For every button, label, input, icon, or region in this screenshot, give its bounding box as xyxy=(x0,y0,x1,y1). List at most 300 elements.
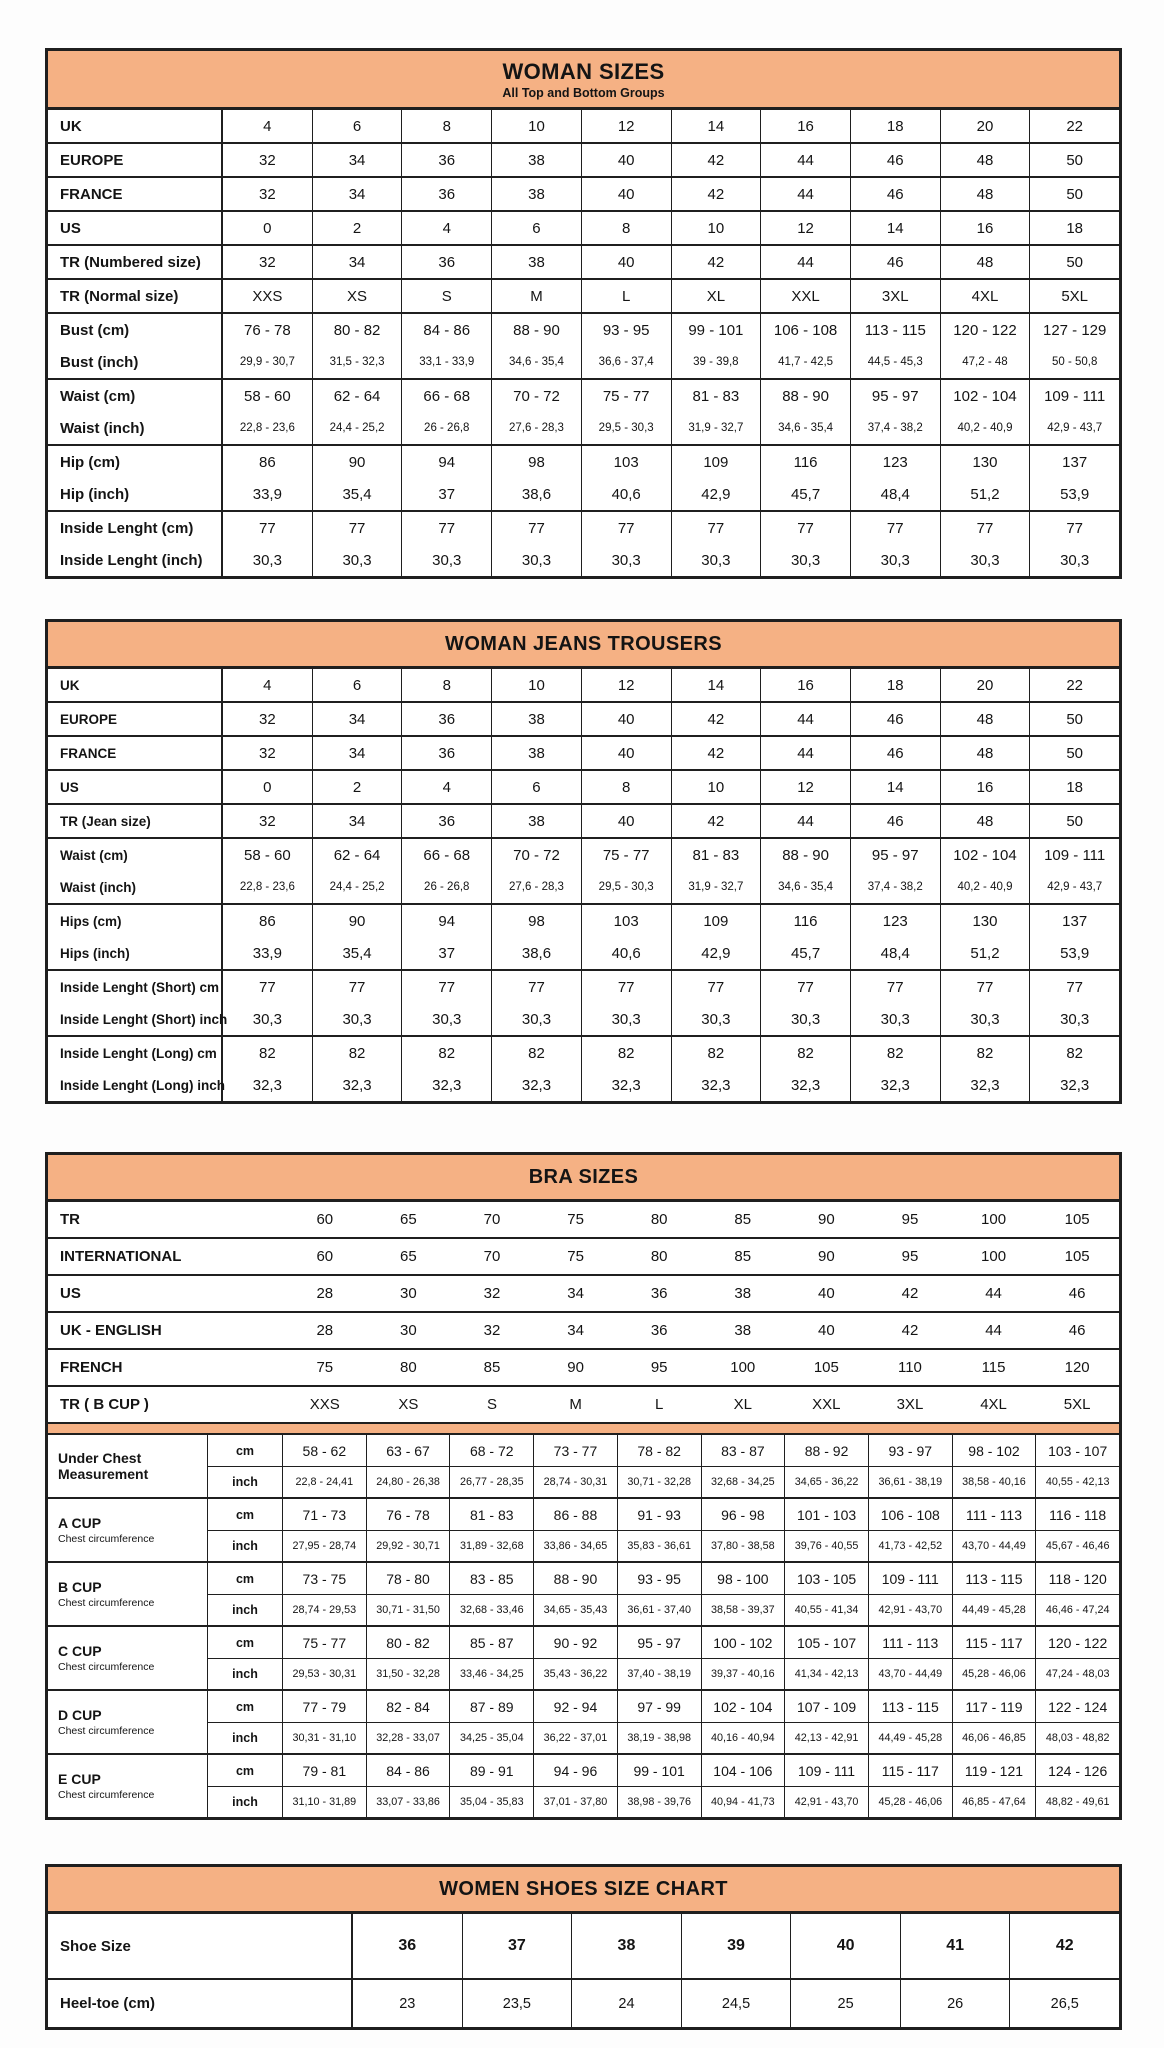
value-cell: 40,55 - 41,34 xyxy=(785,1595,869,1625)
value-cell: 77 xyxy=(402,971,492,1003)
cup-row xyxy=(208,1499,1119,1530)
value-cell: 24,4 - 25,2 xyxy=(313,871,403,903)
value-cell: 123 xyxy=(851,446,941,478)
value-cell: XL xyxy=(672,280,762,312)
value-cell: 22,8 - 23,6 xyxy=(223,871,313,903)
table-row xyxy=(48,1003,1119,1035)
value-cell: 36 xyxy=(650,1285,668,1302)
value-cell: 40 xyxy=(582,246,672,278)
value-cell: 48 xyxy=(941,144,1031,176)
value-cell: 44 xyxy=(761,178,851,210)
value-cell: 30,3 xyxy=(761,544,851,576)
cup-row xyxy=(208,1658,1119,1689)
value-cell: 109 - 111 xyxy=(869,1563,953,1594)
value-cell: 117 - 119 xyxy=(953,1691,1037,1722)
value-cell: 36,6 - 37,4 xyxy=(582,346,672,378)
value-cell: 30,71 - 32,28 xyxy=(618,1467,702,1497)
value-cell: 87 - 89 xyxy=(450,1691,534,1722)
value-cell: 90 xyxy=(567,1359,584,1376)
value-cell: 94 xyxy=(402,905,492,937)
value-cell: 14 xyxy=(672,110,762,142)
value-cell: 90 xyxy=(818,1248,835,1265)
value-cell: 84 - 86 xyxy=(402,314,492,346)
row-label: UK xyxy=(48,669,223,701)
table-row xyxy=(48,839,1119,871)
value-cell: 58 - 60 xyxy=(223,380,313,412)
value-cell: 30,3 xyxy=(1060,551,1090,569)
value-cell: 38 xyxy=(492,737,582,769)
value-cell: 40,55 - 42,13 xyxy=(1045,1476,1110,1488)
value-cell: 34,65 - 35,43 xyxy=(534,1595,618,1625)
value-cell: 32 xyxy=(223,144,313,176)
value-cell: 32,3 xyxy=(941,1069,1031,1101)
cup-label-main: A CUP xyxy=(58,1515,102,1532)
woman-jeans-trousers-table xyxy=(45,619,1122,1104)
value-cell: 32,3 xyxy=(582,1069,672,1101)
value-cell: 26,77 - 28,35 xyxy=(450,1467,534,1497)
row-group xyxy=(48,837,1119,903)
value-cell: 75 - 77 xyxy=(283,1627,367,1658)
bra-sizes-body xyxy=(48,1202,1119,1817)
value-cell: 82 - 84 xyxy=(367,1691,451,1722)
cup-group xyxy=(48,1435,1119,1497)
cup-label xyxy=(48,1627,208,1689)
value-cell: 28 xyxy=(316,1285,334,1302)
value-cell: 6 xyxy=(313,669,403,701)
value-cell: 98 - 102 xyxy=(953,1435,1037,1466)
value-cell: 63 - 67 xyxy=(367,1435,451,1466)
value-cell: 31,5 - 32,3 xyxy=(313,346,403,378)
cup-row xyxy=(208,1786,1119,1817)
value-cell: 24 xyxy=(572,1980,682,2027)
value-cell: 3XL xyxy=(851,280,941,312)
row-label: FRANCE xyxy=(48,178,223,210)
value-cell: 30,3 xyxy=(672,544,762,576)
value-cell: 40 xyxy=(791,1914,901,1978)
value-cell: 44 xyxy=(985,1285,1002,1302)
value-cell: 5XL xyxy=(1063,1396,1091,1413)
value-cell: 100 - 102 xyxy=(702,1627,786,1658)
value-cell: 93 - 97 xyxy=(869,1435,953,1466)
value-cell: 60 xyxy=(316,1248,334,1265)
table-row xyxy=(48,1276,1119,1311)
value-cell: XXL xyxy=(812,1396,841,1413)
value-cell: 116 xyxy=(761,446,851,478)
value-cell: 6 xyxy=(492,771,582,803)
unit-label: inch xyxy=(208,1595,283,1625)
row-group xyxy=(48,1914,1119,1978)
value-cell: 77 xyxy=(1066,978,1084,996)
value-cell: 10 xyxy=(492,110,582,142)
value-cell: 42,91 - 43,70 xyxy=(869,1595,953,1625)
value-cell: 40 xyxy=(582,144,672,176)
value-cell: 77 xyxy=(1066,519,1084,537)
cup-label-sub: Chest circumference xyxy=(58,1724,155,1737)
value-cell: 34,6 - 35,4 xyxy=(761,871,851,903)
value-cell: 32 xyxy=(223,737,313,769)
table-row xyxy=(48,1239,1119,1274)
value-cell: 34 xyxy=(313,246,403,278)
value-cell: 10 xyxy=(672,771,762,803)
value-cell: 16 xyxy=(761,669,851,701)
value-cell: 103 - 105 xyxy=(785,1563,869,1594)
table-row xyxy=(48,478,1119,510)
value-cell: 44,5 - 45,3 xyxy=(851,346,941,378)
value-cell: 48 xyxy=(941,703,1031,735)
value-cell: 44 xyxy=(761,144,851,176)
value-cell: 113 - 115 xyxy=(869,1691,953,1722)
value-cell: 50 xyxy=(1066,151,1084,169)
value-cell: 33,46 - 34,25 xyxy=(450,1659,534,1689)
row-label: Hip (cm) xyxy=(48,446,223,478)
value-cell: 40,94 - 41,73 xyxy=(702,1787,786,1817)
table-row xyxy=(48,771,1119,803)
value-cell: 30,3 xyxy=(492,1003,582,1035)
value-cell: 32 xyxy=(483,1322,501,1339)
value-cell: 50 xyxy=(1066,744,1084,762)
value-cell: 14 xyxy=(851,212,941,244)
value-cell: 82 xyxy=(402,1037,492,1069)
value-cell: 24,4 - 25,2 xyxy=(313,412,403,444)
value-cell: 12 xyxy=(761,212,851,244)
row-group xyxy=(48,244,1119,278)
women-shoes-body xyxy=(48,1914,1119,2027)
value-cell: 66 - 68 xyxy=(402,839,492,871)
value-cell: 82 xyxy=(313,1037,403,1069)
cup-group xyxy=(48,1561,1119,1625)
value-cell: 68 - 72 xyxy=(450,1435,534,1466)
value-cell: 33,86 - 34,65 xyxy=(534,1531,618,1561)
table-row xyxy=(48,1313,1119,1348)
value-cell: 16 xyxy=(941,771,1031,803)
value-cell: 0 xyxy=(223,212,313,244)
value-cell: 29,5 - 30,3 xyxy=(582,871,672,903)
value-cell: 44 xyxy=(761,246,851,278)
value-cell: 30,3 xyxy=(582,544,672,576)
value-cell: 105 xyxy=(1064,1211,1090,1228)
value-cell: 65 xyxy=(400,1211,417,1228)
table-row xyxy=(48,703,1119,735)
value-cell: 37 xyxy=(463,1914,573,1978)
value-cell: 77 xyxy=(402,512,492,544)
value-cell: 90 xyxy=(313,446,403,478)
value-cell: 42 xyxy=(1055,1937,1074,1954)
value-cell: 30,3 xyxy=(1060,1010,1090,1028)
value-cell: 77 xyxy=(761,971,851,1003)
row-label: TR xyxy=(60,1211,80,1228)
row-group xyxy=(48,1348,1119,1385)
value-cell: 28,74 - 29,53 xyxy=(283,1595,367,1625)
value-cell: 34 xyxy=(313,144,403,176)
table-row xyxy=(48,1069,1119,1101)
value-cell: 48,82 - 49,61 xyxy=(1045,1796,1110,1808)
woman-jeans-body xyxy=(48,669,1119,1101)
value-cell: 27,6 - 28,3 xyxy=(492,871,582,903)
value-cell: 45,28 - 46,06 xyxy=(869,1787,953,1817)
value-cell: 32,3 xyxy=(761,1069,851,1101)
value-cell: 82 xyxy=(492,1037,582,1069)
value-cell: 109 - 111 xyxy=(1044,846,1106,864)
table-row xyxy=(48,805,1119,837)
value-cell: 4 xyxy=(402,212,492,244)
value-cell: L xyxy=(655,1396,664,1413)
cup-label xyxy=(48,1563,208,1625)
value-cell: 48 xyxy=(941,737,1031,769)
value-cell: 34 xyxy=(313,737,403,769)
woman-sizes-title: WOMAN SIZES xyxy=(502,59,665,84)
value-cell: 84 - 86 xyxy=(367,1755,451,1786)
value-cell: 35,04 - 35,83 xyxy=(450,1787,534,1817)
table-row xyxy=(48,512,1119,544)
value-cell: 66 - 68 xyxy=(402,380,492,412)
value-cell: 37,4 - 38,2 xyxy=(851,871,941,903)
cup-group xyxy=(48,1753,1119,1817)
value-cell: 48,4 xyxy=(851,478,941,510)
value-cell: 34 xyxy=(313,178,403,210)
value-cell: 44 xyxy=(761,805,851,837)
value-cell: 50 xyxy=(1066,710,1084,728)
value-cell: 137 xyxy=(1062,912,1088,930)
value-cell: 77 xyxy=(223,512,313,544)
value-cell: 40,16 - 40,94 xyxy=(702,1723,786,1753)
value-cell: 12 xyxy=(761,771,851,803)
value-cell: 75 xyxy=(567,1211,584,1228)
value-cell: 77 xyxy=(761,512,851,544)
value-cell: 46,46 - 47,24 xyxy=(1045,1604,1110,1616)
value-cell: 115 xyxy=(981,1359,1006,1376)
value-cell: 120 - 122 xyxy=(941,314,1031,346)
value-cell: 30,3 xyxy=(492,544,582,576)
value-cell: 30,3 xyxy=(941,1003,1031,1035)
table-row xyxy=(48,178,1119,210)
value-cell: 75 xyxy=(567,1248,584,1265)
value-cell: 113 - 115 xyxy=(851,314,941,346)
row-label: Hips (inch) xyxy=(48,937,223,969)
value-cell: 24,5 xyxy=(682,1980,792,2027)
value-cell: 20 xyxy=(941,669,1031,701)
table-row xyxy=(48,380,1119,412)
value-cell: 38 xyxy=(492,246,582,278)
value-cell: 77 xyxy=(941,512,1031,544)
value-cell: 22,8 - 23,6 xyxy=(223,412,313,444)
value-cell: 42,9 xyxy=(672,478,762,510)
value-cell: 102 - 104 xyxy=(941,839,1031,871)
value-cell: 115 - 117 xyxy=(869,1755,953,1786)
cup-rows xyxy=(208,1691,1119,1753)
value-cell: 82 xyxy=(941,1037,1031,1069)
value-cell: 81 - 83 xyxy=(672,380,762,412)
value-cell: 58 - 60 xyxy=(223,839,313,871)
value-cell: 34,6 - 35,4 xyxy=(492,346,582,378)
value-cell: 73 - 75 xyxy=(283,1563,367,1594)
cup-rows xyxy=(208,1435,1119,1497)
value-cell: 30,3 xyxy=(941,544,1031,576)
cup-label-sub: Chest circumference xyxy=(58,1532,155,1545)
table-row xyxy=(48,212,1119,244)
value-cell: 44 xyxy=(761,737,851,769)
value-cell: 53,9 xyxy=(1060,944,1090,962)
value-cell: 91 - 93 xyxy=(618,1499,702,1530)
value-cell: XXS xyxy=(309,1396,340,1413)
value-cell: 89 - 91 xyxy=(450,1755,534,1786)
value-cell: 90 - 92 xyxy=(534,1627,618,1658)
value-cell: 73 - 77 xyxy=(534,1435,618,1466)
value-cell: 35,43 - 36,22 xyxy=(534,1659,618,1689)
value-cell: 4XL xyxy=(980,1396,1007,1413)
value-cell: 106 - 108 xyxy=(869,1499,953,1530)
value-cell: 33,07 - 33,86 xyxy=(367,1787,451,1817)
value-cell: 111 - 113 xyxy=(953,1499,1037,1530)
value-cell: 32 xyxy=(223,703,313,735)
table-row xyxy=(48,1037,1119,1069)
value-cell: 14 xyxy=(851,771,941,803)
value-cell: 39,37 - 40,16 xyxy=(702,1659,786,1689)
cup-row xyxy=(208,1627,1119,1658)
value-cell: 92 - 94 xyxy=(534,1691,618,1722)
value-cell: 43,70 - 44,49 xyxy=(869,1659,953,1689)
value-cell: 86 xyxy=(223,446,313,478)
cup-label xyxy=(48,1691,208,1753)
value-cell: 6 xyxy=(313,110,403,142)
value-cell: 28 xyxy=(316,1322,334,1339)
value-cell: 27,95 - 28,74 xyxy=(283,1531,367,1561)
bra-sizes-table xyxy=(45,1152,1122,1820)
value-cell: 42 xyxy=(672,178,762,210)
row-label: US xyxy=(60,1285,81,1302)
value-cell: 31,89 - 32,68 xyxy=(450,1531,534,1561)
cup-label xyxy=(48,1499,208,1561)
value-cell: 18 xyxy=(851,669,941,701)
value-cell: 40,2 - 40,9 xyxy=(941,412,1031,444)
value-cell: 46 xyxy=(851,144,941,176)
value-cell: 41,7 - 42,5 xyxy=(761,346,851,378)
value-cell: 82 xyxy=(851,1037,941,1069)
value-cell: 30 xyxy=(400,1285,417,1302)
value-cell: 36,61 - 38,19 xyxy=(869,1467,953,1497)
cup-row xyxy=(208,1594,1119,1625)
value-cell: 29,92 - 30,71 xyxy=(367,1531,451,1561)
woman-sizes-subtitle: All Top and Bottom Groups xyxy=(502,86,665,100)
value-cell: 103 xyxy=(582,446,672,478)
row-group xyxy=(48,312,1119,378)
row-group xyxy=(48,142,1119,176)
value-cell: L xyxy=(582,280,672,312)
value-cell: 34 xyxy=(567,1322,584,1339)
table-row xyxy=(48,144,1119,176)
value-cell: 33,9 xyxy=(223,478,313,510)
value-cell: 44,49 - 45,28 xyxy=(869,1723,953,1753)
value-cell: 77 xyxy=(313,971,403,1003)
value-cell: 42 xyxy=(901,1285,919,1302)
value-cell: 109 xyxy=(672,905,762,937)
value-cell: 30,3 xyxy=(313,1003,403,1035)
row-label: TR (Jean size) xyxy=(48,805,223,837)
value-cell: 4 xyxy=(402,771,492,803)
value-cell: 75 - 77 xyxy=(582,380,672,412)
value-cell: 77 xyxy=(582,971,672,1003)
value-cell: 26 - 26,8 xyxy=(402,871,492,903)
woman-jeans-title: WOMAN JEANS TROUSERS xyxy=(445,633,722,655)
row-label: US xyxy=(48,771,223,803)
cup-label-sub: Chest circumference xyxy=(58,1596,155,1609)
value-cell: 93 - 95 xyxy=(618,1563,702,1594)
value-cell: 88 - 90 xyxy=(761,839,851,871)
value-cell: 30,3 xyxy=(402,1003,492,1035)
value-cell: 31,10 - 31,89 xyxy=(283,1787,367,1817)
value-cell: 53,9 xyxy=(1060,485,1090,503)
value-cell: 119 - 121 xyxy=(953,1755,1037,1786)
value-cell: 42,9 - 43,7 xyxy=(1047,881,1103,893)
value-cell: 80 xyxy=(400,1359,417,1376)
value-cell: 16 xyxy=(761,110,851,142)
value-cell: 34 xyxy=(567,1285,584,1302)
table-row xyxy=(48,412,1119,444)
woman-sizes-table xyxy=(45,48,1122,579)
value-cell: S xyxy=(486,1396,497,1413)
value-cell: 98 xyxy=(492,905,582,937)
value-cell: 96 - 98 xyxy=(702,1499,786,1530)
value-cell: 93 - 95 xyxy=(582,314,672,346)
value-cell: 100 xyxy=(981,1248,1007,1265)
woman-jeans-header xyxy=(48,622,1119,669)
table-row xyxy=(48,1387,1119,1422)
unit-label: cm xyxy=(208,1627,283,1658)
row-label: Bust (inch) xyxy=(48,346,223,378)
table-row xyxy=(48,314,1119,346)
table-row xyxy=(48,1914,1119,1978)
row-label: Heel-toe (cm) xyxy=(48,1980,353,2027)
value-cell: 32,68 - 34,25 xyxy=(702,1467,786,1497)
value-cell: M xyxy=(492,280,582,312)
value-cell: 95 - 97 xyxy=(618,1627,702,1658)
value-cell: 30,3 xyxy=(851,1003,941,1035)
value-cell: 20 xyxy=(941,110,1031,142)
value-cell: 32,3 xyxy=(1060,1076,1090,1094)
value-cell: 75 xyxy=(316,1359,334,1376)
value-cell: 38 xyxy=(572,1914,682,1978)
cup-label-main: B CUP xyxy=(58,1579,102,1596)
value-cell: 34,25 - 35,04 xyxy=(450,1723,534,1753)
value-cell: 62 - 64 xyxy=(313,839,403,871)
value-cell: 79 - 81 xyxy=(283,1755,367,1786)
value-cell: 45,67 - 46,46 xyxy=(1045,1540,1110,1552)
value-cell: 115 - 117 xyxy=(953,1627,1037,1658)
row-group xyxy=(48,701,1119,735)
value-cell: 32,3 xyxy=(851,1069,941,1101)
value-cell: 23,5 xyxy=(463,1980,573,2027)
value-cell: 33,9 xyxy=(223,937,313,969)
unit-label: cm xyxy=(208,1755,283,1786)
value-cell: 34 xyxy=(313,805,403,837)
row-label: FRANCE xyxy=(48,737,223,769)
value-cell: 35,83 - 36,61 xyxy=(618,1531,702,1561)
value-cell: 34 xyxy=(313,703,403,735)
value-cell: 77 xyxy=(223,971,313,1003)
cup-group xyxy=(48,1689,1119,1753)
table-row xyxy=(48,346,1119,378)
value-cell: 37,40 - 38,19 xyxy=(618,1659,702,1689)
value-cell: 50 xyxy=(1066,185,1084,203)
value-cell: XS xyxy=(398,1396,419,1413)
table-row xyxy=(48,669,1119,701)
value-cell: 42 xyxy=(672,246,762,278)
woman-sizes-body xyxy=(48,110,1119,576)
value-cell: 8 xyxy=(582,771,672,803)
table-row xyxy=(48,544,1119,576)
value-cell: 35,4 xyxy=(313,937,403,969)
value-cell: XXL xyxy=(761,280,851,312)
value-cell: 45,28 - 46,06 xyxy=(953,1659,1037,1689)
